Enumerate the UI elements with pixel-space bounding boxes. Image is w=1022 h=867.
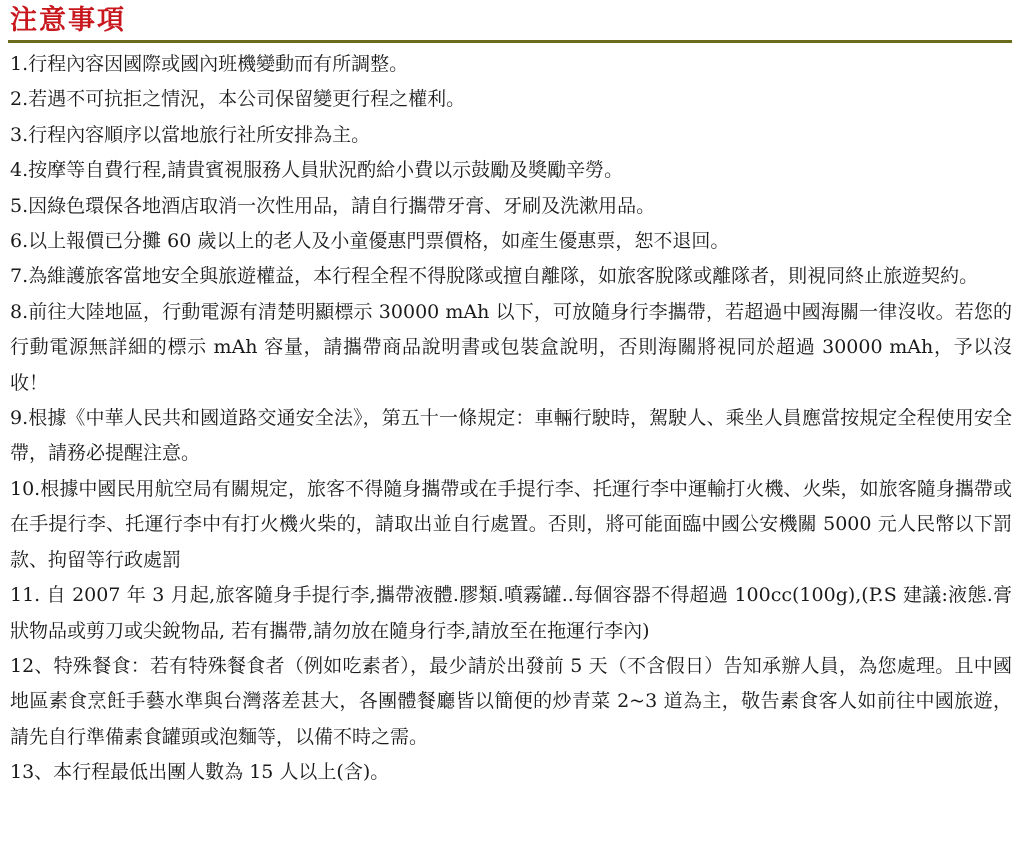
note-item-9: 9.根據《中華人民共和國道路交通安全法》，第五十一條規定：車輛行駛時，駕駛人、乘坐人員應當按規定全程使用安全帶，請務必提醒注意。 [10,407,1012,465]
note-item-4: 4.按摩等自費行程,請貴賓視服務人員狀況酌給小費以示鼓勵及獎勵辛勞。 [10,159,624,182]
note-item-2: 2.若遇不可抗拒之情況，本公司保留變更行程之權利。 [10,88,466,111]
note-item-1: 1.行程內容因國際或國內班機變動而有所調整。 [10,53,409,75]
note-item-6: 6.以上報價已分攤 60 歲以上的老人及小童優惠門票價格，如產生優惠票，恕不退回。 [10,230,730,253]
note-item-12: 12、特殊餐食：若有特殊餐食者（例如吃素者），最少請於出發前 5 天（不含假日）告知承辦人員，為您處理。且中國地區素食烹飪手藝水準與台灣落差甚大，各團體餐廳皆以簡便的炒青菜 2~3 道為主，敬告素食客人如前往中國旅遊，請先自行準備素食罐頭或泡麵等，以備不時之需。 [10,654,1012,748]
note-item-7: 7.為維護旅客當地安全與旅遊權益，本行程全程不得脫隊或擅自離隊，如旅客脫隊或離隊者，則視同終止旅遊契約。 [10,265,979,288]
note-item-8: 8.前往大陸地區，行動電源有清楚明顯標示 30000 mAh 以下，可放隨身行李攜帶，若超過中國海關一律沒收。若您的行動電源無詳細的標示 mAh 容量，請攜帶商品說明書或包裝盒說明，否則海關將視同於超過 30000 mAh，予以沒收！ [10,300,1012,394]
notes-list [8,47,1012,791]
section-title: 注意事項 [10,5,126,36]
note-item-10: 10.根據中國民用航空局有關規定，旅客不得隨身攜帶或在手提行李、托運行李中運輸打火機、火柴，如旅客隨身攜帶或在手提行李、托運行李中有打火機火柴的，請取出並自行處置。否則，將可能面臨中國公安機關 5000 元人民幣以下罰款、拘留等行政處罰 [10,477,1012,571]
note-item-11: 11. 自 2007 年 3 月起,旅客隨身手提行李,攜帶液體.膠類.噴霧罐..每個容器不得超過 100cc(100g),(P.S 建議:液態.膏狀物品或剪刀或尖銳物品, 若有攜帶,請勿放在隨身行李,請放至在拖運行李內) [10,584,1012,642]
note-item-3: 3.行程內容順序以當地旅行社所安排為主。 [10,123,371,146]
note-item-13: 13、本行程最低出團人數為 15 人以上(含)。 [10,761,390,784]
title-divider [8,40,1012,43]
note-item-5: 5.因綠色環保各地酒店取消一次性用品，請自行攜帶牙膏、牙刷及洗漱用品。 [10,194,656,217]
